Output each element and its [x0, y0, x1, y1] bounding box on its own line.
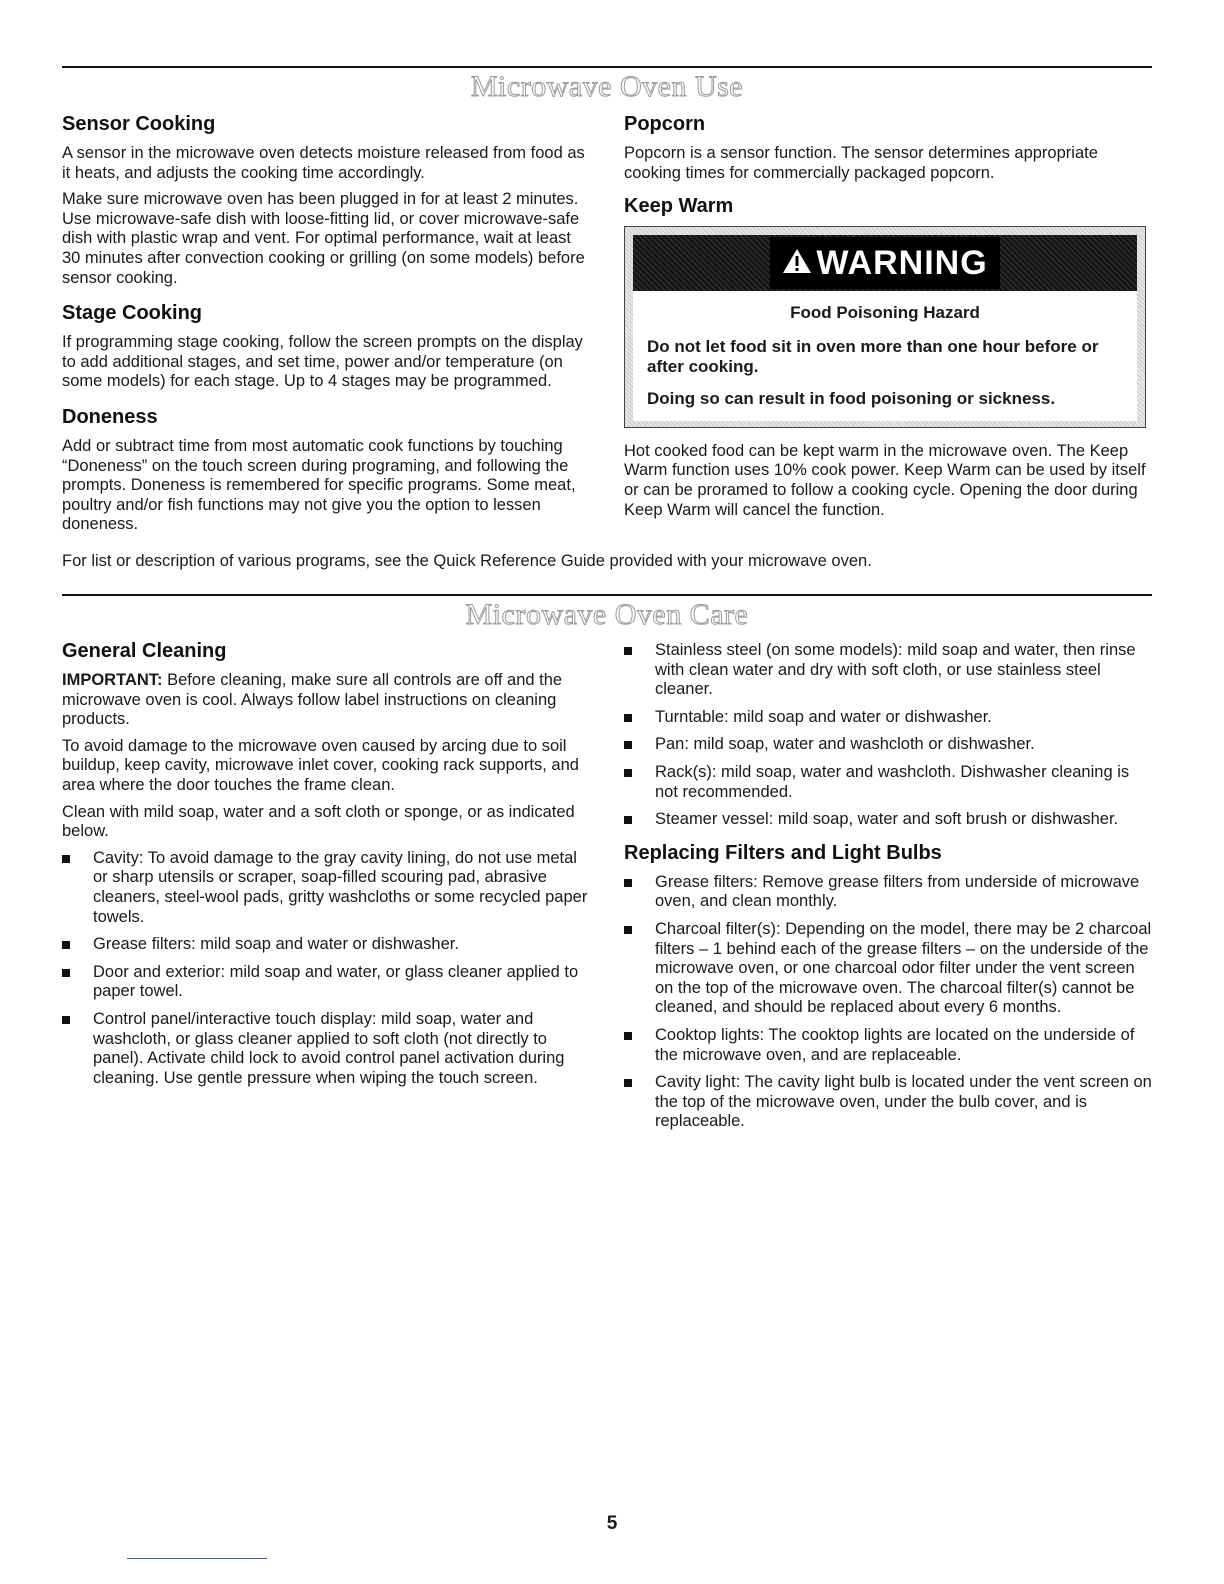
warning-line-1: Do not let food sit in oven more than one hour before or after cooking.	[647, 336, 1099, 376]
list-item	[624, 1026, 1154, 1065]
bullet-square-icon	[62, 969, 70, 977]
quick-reference-note: For list or description of various programs, see the Quick Reference Guide provided with your microwave oven.	[62, 552, 872, 570]
warning-body	[633, 291, 1137, 421]
heading-general-cleaning: General Cleaning	[62, 640, 227, 662]
list-item	[624, 763, 1154, 802]
list-item	[62, 849, 592, 927]
list-item-text: Cavity light: The cavity light bulb is located under the vent screen on the top of the microwave oven, under the bulb cover, and is replaceable.	[655, 1073, 1152, 1131]
general-cleaning-p2: To avoid damage to the microwave oven caused by arcing due to soil buildup, keep cavity, microwave inlet cover, cooking rack supports, and area where the door touches the frame clean.	[62, 736, 579, 794]
bullet-square-icon	[624, 1032, 632, 1040]
keep-warm-p1: Hot cooked food can be kept warm in the microwave oven. The Keep Warm function uses 10% cook power. Keep Warm can be used by itself or can be proramed to follow a cooking cycle. Opening the door during Keep Warm will cancel the function.	[624, 441, 1146, 519]
list-item	[624, 1073, 1154, 1132]
doneness-p1: Add or subtract time from most automatic cook functions by touching “Doneness” on the touch screen during programing, and following the prompts. Doneness is remembered for specific programs. Some meat, poultry and/or fish functions may not give you the option to lessen doneness.	[62, 436, 576, 534]
bullet-square-icon	[624, 769, 632, 777]
use-right-column	[624, 113, 1154, 527]
list-item	[624, 920, 1154, 1018]
care-left-column	[62, 640, 592, 1096]
general-cleaning-list	[62, 849, 592, 1089]
bullet-square-icon	[624, 926, 632, 934]
list-item-text: Cavity: To avoid damage to the gray cavity lining, do not use metal or sharp utensils or scraper, soap-filled scouring pad, abrasive cleaners, steel-wool pads, gritty washcloths or some recycled paper towels.	[93, 848, 588, 926]
important-paragraph	[62, 671, 592, 730]
section-rule-use	[62, 66, 1152, 68]
bullet-square-icon	[624, 879, 632, 887]
warning-hazard-title: Food Poisoning Hazard	[790, 303, 980, 323]
list-item	[62, 963, 592, 1002]
heading-keep-warm: Keep Warm	[624, 195, 734, 218]
heading-stage-cooking: Stage Cooking	[62, 302, 203, 325]
list-item	[624, 641, 1154, 700]
bullet-square-icon	[624, 1079, 632, 1087]
page-number: 5	[606, 1513, 618, 1534]
sensor-cooking-p1: A sensor in the microwave oven detects moisture released from food as it heats, and adjusts the cooking time accordingly.	[62, 144, 585, 182]
footer-divider	[127, 1558, 267, 1559]
list-item-text: Steamer vessel: mild soap, water and soft brush or dishwasher.	[655, 810, 1119, 829]
list-item	[624, 810, 1154, 830]
list-item-text: Turntable: mild soap and water or dishwasher.	[655, 707, 992, 726]
use-left-column	[62, 113, 592, 542]
warning-box	[624, 226, 1146, 428]
list-item-text: Rack(s): mild soap, water and washcloth. Dishwasher cleaning is not recommended.	[655, 762, 1130, 801]
section-title-use: Microwave Oven Use	[470, 70, 744, 103]
warning-banner	[770, 237, 999, 289]
bullet-square-icon	[624, 741, 632, 749]
list-item-text: Charcoal filter(s): Depending on the model, there may be 2 charcoal filters – 1 behind each of the grease filters – on the underside of the microwave oven, or one charcoal odor filter under the vent screen on the top of the microwave oven. The charcoal filter(s) cannot be cleaned, and should be replaced about every 6 months.	[655, 919, 1152, 1017]
important-label: IMPORTANT:	[62, 671, 163, 689]
list-item-text: Door and exterior: mild soap and water, or glass cleaner applied to paper towel.	[93, 962, 579, 1001]
list-item	[624, 708, 1154, 728]
sensor-cooking-p2: Make sure microwave oven has been plugged in for at least 2 minutes. Use microwave-safe dish with loose-fitting lid, or cover microwave-safe dish with plastic wrap and vent. For optimal performance, wait at least 30 minutes after convection cooking or grilling (on some models) before sensor cooking.	[62, 190, 585, 287]
list-item	[62, 1010, 592, 1088]
section-title-care: Microwave Oven Care	[465, 598, 749, 631]
bullet-square-icon	[624, 816, 632, 824]
heading-replacing-filters: Replacing Filters and Light Bulbs	[624, 841, 942, 864]
bullet-square-icon	[62, 855, 70, 863]
care-right-column	[624, 641, 1154, 1140]
important-text: Before cleaning, make sure all controls are off and the microwave oven is cool. Always follow label instructions on cleaning products.	[62, 671, 563, 729]
warning-header	[633, 235, 1137, 291]
bullet-square-icon	[624, 647, 632, 655]
list-item	[624, 873, 1154, 912]
list-item-text: Pan: mild soap, water and washcloth or dishwasher.	[655, 735, 1035, 754]
bullet-square-icon	[62, 941, 70, 949]
list-item-text: Stainless steel (on some models): mild soap and water, then rinse with clean water and dry with soft cloth, or use stainless steel cleaner.	[655, 641, 1136, 699]
list-item-text: Grease filters: mild soap and water or dishwasher.	[93, 935, 459, 954]
heading-doneness: Doneness	[62, 405, 158, 428]
warning-word: WARNING	[816, 243, 988, 282]
list-item-text: Cooktop lights: The cooktop lights are located on the underside of the microwave oven, and are replaceable.	[655, 1025, 1135, 1064]
replacing-list	[624, 873, 1154, 1132]
bullet-square-icon	[62, 1016, 70, 1024]
bullet-square-icon	[624, 714, 632, 722]
alert-triangle-icon	[782, 247, 812, 280]
list-item	[624, 735, 1154, 755]
section-rule-care	[62, 594, 1152, 596]
popcorn-p1: Popcorn is a sensor function. The sensor determines appropriate cooking times for commercially packaged popcorn.	[624, 144, 1098, 182]
stage-cooking-p1: If programming stage cooking, follow the screen prompts on the display to add additional stages, and set time, power and/or temperature (on some models) for each stage. Up to 4 stages may be programmed.	[62, 333, 583, 391]
list-item-text: Grease filters: Remove grease filters from underside of microwave oven, and clean monthly.	[655, 872, 1140, 911]
list-item	[62, 935, 592, 955]
warning-line-2: Doing so can result in food poisoning or sickness.	[647, 388, 1056, 408]
general-cleaning-p3: Clean with mild soap, water and a soft cloth or sponge, or as indicated below.	[62, 802, 575, 841]
list-item-text: Control panel/interactive touch display: mild soap, water and washcloth, or glass cleaner applied to soft cloth (not directly to panel). Activate child lock to avoid control panel activation during cleaning. Use gentle pressure when wiping the touch screen.	[93, 1009, 565, 1087]
cleaning-materials-list	[624, 641, 1154, 830]
heading-popcorn: Popcorn	[624, 113, 706, 135]
heading-sensor-cooking: Sensor Cooking	[62, 113, 216, 135]
